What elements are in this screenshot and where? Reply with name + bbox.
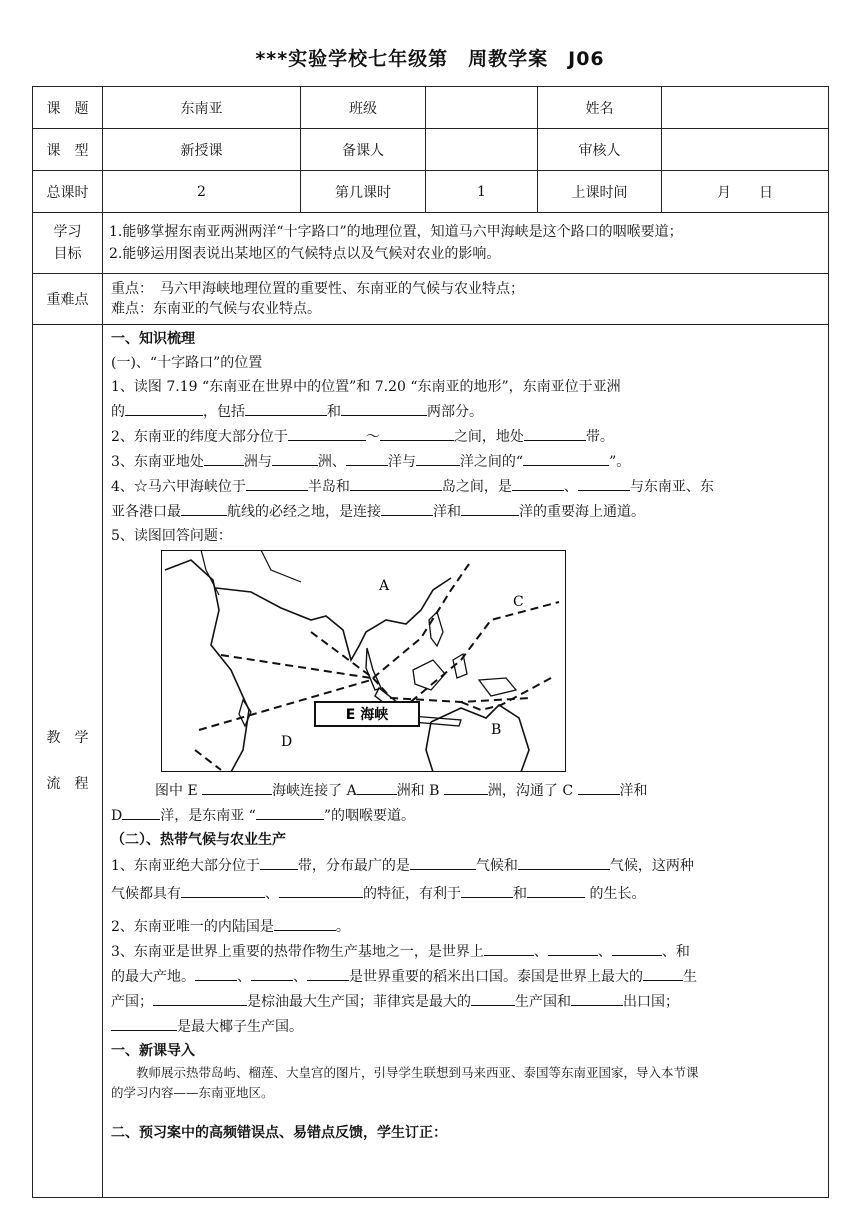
difficulties-content	[103, 274, 829, 325]
map-label-c: C	[513, 594, 524, 610]
blank[interactable]	[246, 474, 308, 491]
blank[interactable]	[307, 964, 349, 981]
strait-map	[161, 550, 566, 772]
blank[interactable]	[195, 964, 237, 981]
blank[interactable]	[350, 474, 442, 491]
blank[interactable]	[461, 881, 513, 898]
blank[interactable]	[288, 424, 366, 441]
blank[interactable]	[245, 399, 327, 416]
climate-3a: 3、东南亚是世界上重要的热带作物生产基地之一，是世界上 、 、 、和	[111, 939, 822, 964]
row-hours	[33, 171, 829, 213]
map-frame	[161, 550, 566, 772]
value-name[interactable]	[662, 87, 829, 129]
blank[interactable]	[111, 1014, 177, 1031]
blank[interactable]	[578, 474, 630, 491]
blank[interactable]	[274, 914, 336, 931]
label-class: 班级	[301, 87, 426, 129]
map-label-strait: E 海峡	[345, 707, 389, 723]
question-2: 2、东南亚的纬度大部分位于 ～ 之间，地处 带。	[111, 424, 822, 449]
section-knowledge: 一、知识梳理	[111, 331, 195, 347]
question-1b: 的 ，包括 和 两部分。	[111, 399, 822, 424]
page-title: ***实验学校七年级第 周教学案 J06	[255, 48, 605, 70]
blank[interactable]	[272, 449, 318, 466]
climate-3c: 产国； 是棕油最大生产国；菲律宾是最大的 生产国和 出口国；	[111, 989, 822, 1014]
blank[interactable]	[181, 881, 265, 898]
blank[interactable]	[518, 853, 610, 870]
blank[interactable]	[381, 499, 433, 516]
label-flow: 教 学 流 程	[33, 325, 103, 1198]
blank[interactable]	[523, 449, 609, 466]
value-type: 新授课	[103, 129, 301, 171]
flow-content	[103, 325, 829, 1198]
label-type: 课 型	[33, 129, 103, 171]
question-3: 3、东南亚地处 洲与 洲、 洋与 洋之间的“ ”。	[111, 449, 822, 474]
map-label-d: D	[281, 734, 293, 750]
blank[interactable]	[341, 399, 427, 416]
section-feedback: 二、预习案中的高频错误点、易错点反馈，学生订正：	[111, 1125, 447, 1141]
blank[interactable]	[256, 803, 324, 820]
blank[interactable]	[578, 778, 620, 795]
map-label-a: A	[379, 578, 390, 594]
question-map-1: 图中 E 海峡连接了 A 洲和 B 洲，沟通了 C 洋和	[111, 778, 822, 803]
label-goals: 学习 目标	[33, 213, 103, 274]
row-topic	[33, 87, 829, 129]
row-difficulties	[33, 274, 829, 325]
row-goals	[33, 213, 829, 274]
blank[interactable]	[484, 939, 534, 956]
label-reviewer: 审核人	[538, 129, 662, 171]
blank[interactable]	[461, 499, 519, 516]
blank[interactable]	[346, 449, 388, 466]
blank[interactable]	[524, 424, 586, 441]
climate-3d: 是最大椰子生产国。	[111, 1014, 822, 1039]
blank[interactable]	[125, 399, 203, 416]
climate-3b: 的最大产地。 、 、 是世界重要的稻米出口国。泰国是世界上最大的 生	[111, 964, 822, 989]
row-type	[33, 129, 829, 171]
question-4b: 亚各港口最 航线的必经之地，是连接 洋和 洋的重要海上通道。	[111, 499, 822, 524]
climate-1b: 气候都具有 、 的特征，有利于 和 的生长。	[111, 880, 822, 908]
question-map-2: D 洋，是东南亚 “ ”的咽喉要道。	[111, 803, 822, 828]
blank[interactable]	[444, 778, 488, 795]
row-flow	[33, 325, 829, 1198]
lesson-plan-table	[32, 86, 829, 1198]
climate-1a: 1、东南亚绝大部分位于 带，分布最广的是 气候和 气候，这两种	[111, 852, 822, 880]
section-intro: 一、新课导入	[111, 1043, 195, 1059]
blank[interactable]	[410, 853, 476, 870]
blank[interactable]	[380, 424, 454, 441]
label-difficulties: 重难点	[33, 274, 103, 325]
key-point: 重点： 马六甲海峡地理位置的重要性、东南亚的气候与农业特点；	[111, 281, 524, 297]
blank[interactable]	[527, 881, 585, 898]
value-reviewer[interactable]	[662, 129, 829, 171]
goals-content	[103, 213, 829, 274]
blank[interactable]	[416, 449, 460, 466]
goal-2: 2.能够运用图表说出某地区的气候特点以及气候对农业的影响。	[109, 246, 501, 262]
intro-text-1: 教师展示热带岛屿、榴莲、大皇宫的图片，引导学生联想到马来西亚、泰国等东南亚国家，导入本节课	[111, 1065, 699, 1080]
question-5: 5、读图回答问题：	[111, 528, 232, 544]
label-name: 姓名	[538, 87, 662, 129]
climate-2: 2、东南亚唯一的内陆国是 。	[111, 914, 822, 939]
blank[interactable]	[471, 989, 515, 1006]
blank[interactable]	[548, 939, 598, 956]
label-preparer: 备课人	[301, 129, 426, 171]
blank[interactable]	[612, 939, 662, 956]
blank[interactable]	[571, 989, 623, 1006]
blank[interactable]	[202, 778, 272, 795]
label-topic: 课 题	[33, 87, 103, 129]
blank[interactable]	[357, 778, 397, 795]
hard-point: 难点：东南亚的气候与农业特点。	[111, 301, 321, 317]
question-1a: 1、读图 7.19 “东南亚在世界中的位置”和 7.20 “东南亚的地形”，东南亚位于亚洲	[111, 379, 621, 395]
intro-text-2: 的学习内容——东南亚地区。	[111, 1085, 274, 1100]
subsection-crossroads: (一)、“十字路口”的位置	[111, 355, 263, 371]
blank[interactable]	[279, 881, 363, 898]
subsection-climate: （二）、热带气候与农业生产	[111, 832, 286, 848]
blank[interactable]	[260, 853, 298, 870]
value-class-time[interactable]: 月 日	[662, 171, 829, 213]
blank[interactable]	[512, 474, 564, 491]
value-preparer[interactable]	[426, 129, 538, 171]
label-class-time: 上课时间	[538, 171, 662, 213]
blank[interactable]	[181, 499, 227, 516]
label-total-hours: 总课时	[33, 171, 103, 213]
label-lesson-no: 第几课时	[301, 171, 426, 213]
blank[interactable]	[251, 964, 293, 981]
map-label-b: B	[491, 722, 502, 738]
value-total-hours: 2	[103, 171, 301, 213]
blank[interactable]	[643, 964, 683, 981]
question-4a: 4、☆马六甲海峡位于 半岛和 岛之间，是 、 与东南亚、东	[111, 474, 822, 499]
blank[interactable]	[122, 803, 160, 820]
blank[interactable]	[153, 989, 247, 1006]
blank[interactable]	[204, 449, 244, 466]
value-lesson-no: 1	[426, 171, 538, 213]
value-class[interactable]	[426, 87, 538, 129]
goal-1: 1.能够掌握东南亚两洲两洋“十字路口”的地理位置，知道马六甲海峡是这个路口的咽喉要道；	[109, 224, 683, 240]
value-topic: 东南亚	[103, 87, 301, 129]
